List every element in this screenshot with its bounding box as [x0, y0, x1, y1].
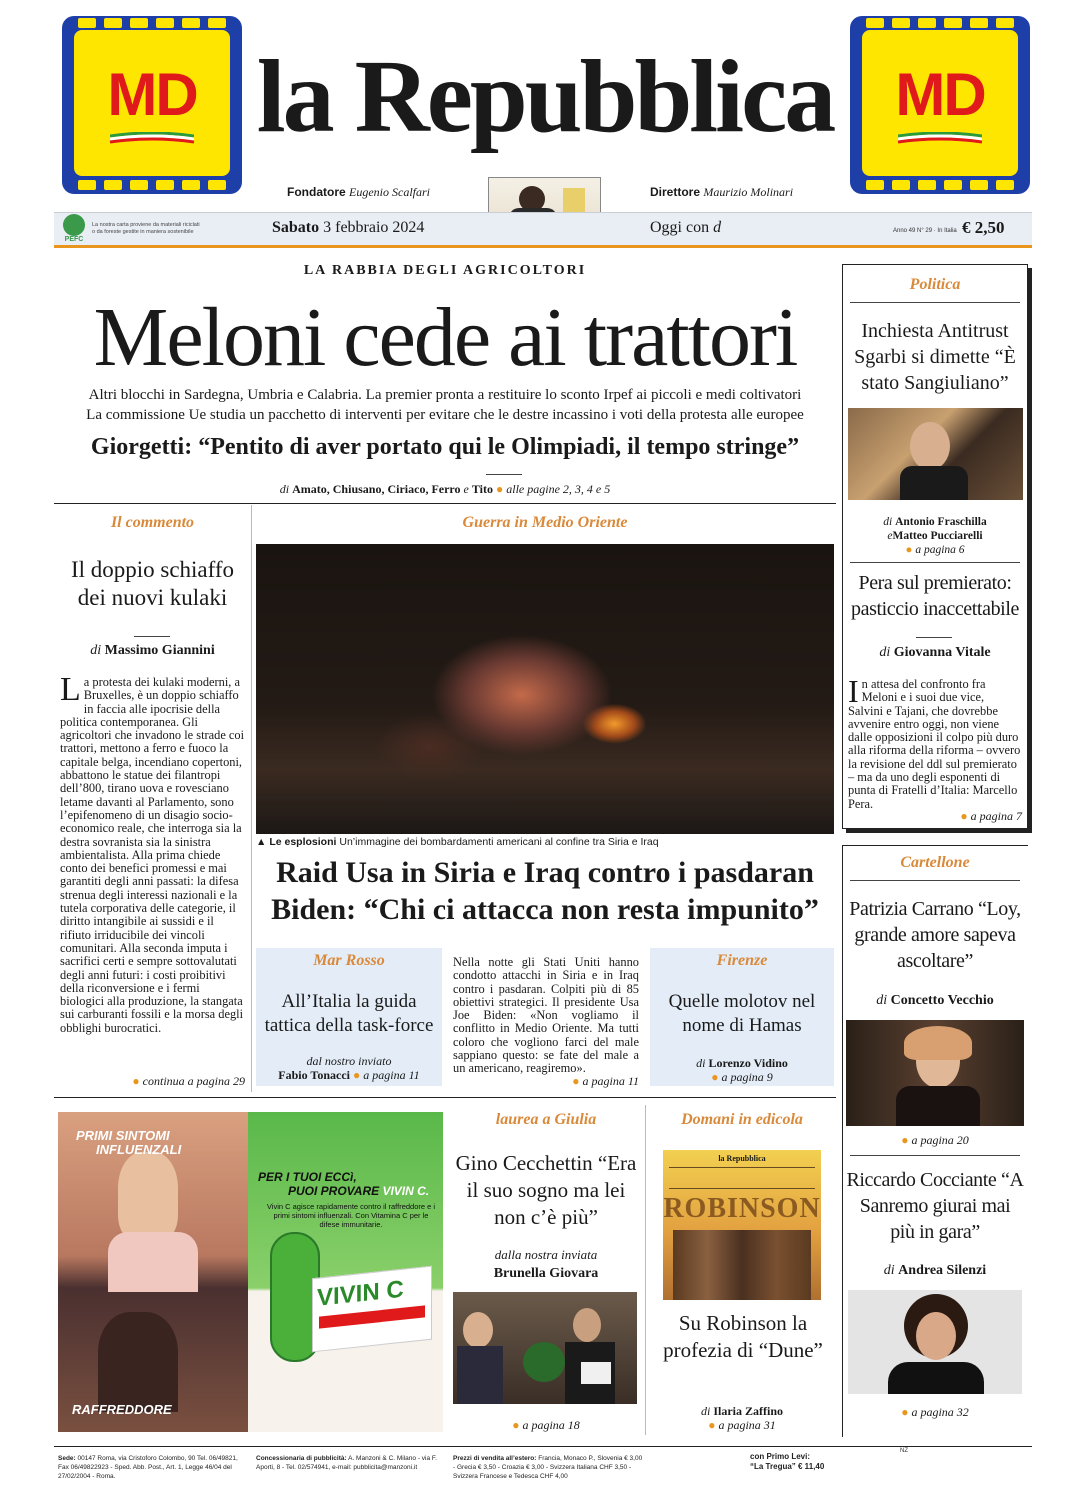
ad-line-4: PUOI PROVARE VIVIN C. — [288, 1184, 430, 1198]
guerra-kicker: Guerra in Medio Oriente — [462, 514, 628, 531]
footer-prezzi: Prezzi di vendita all’estero: Francia, Monaco P., Slovenia € 3,00 - Grecia € 3,50 - Croazia € 3,00 - Svizzera Italiana CHF 3,50 - Svizzera Francese e Tedesca CHF 4,00 — [453, 1455, 643, 1480]
ad-line-1: PRIMI SINTOMI — [76, 1128, 170, 1143]
commento-title[interactable]: Il doppio schiaffo dei nuovi kulaki — [70, 557, 235, 610]
md-ad-left[interactable] — [62, 16, 242, 194]
politica-byline: di Antonio Fraschilla eMatteo Pucciarelli ● a pagina 6 — [883, 516, 987, 556]
robinson-cover-masthead: la Repubblica — [718, 1154, 766, 1163]
lead-subhead: Giorgetti: “Pentito di aver portato qui le Olimpiadi, il tempo stringe” — [90, 434, 800, 460]
domani-kicker: Domani in edicola — [681, 1111, 803, 1128]
director-line: Direttore Maurizio Molinari — [650, 185, 794, 199]
ad-line-3: PER I TUOI ECCì, — [258, 1170, 357, 1184]
cecchettin-title[interactable]: Gino Cecchettin “Era il suo sogno ma lei non c’è più” — [455, 1151, 637, 1229]
carrano-title[interactable]: Patrizia Carrano “Loy, grande amore sapeva ascoltare” — [849, 898, 1021, 972]
md-ad-right[interactable] — [850, 16, 1030, 194]
laurea-kicker: laurea a Giulia — [495, 1111, 597, 1128]
pefc-logo: PEFC — [60, 214, 88, 244]
lead-headline: Meloni cede ai trattori — [93, 291, 797, 384]
footer-primo-levi[interactable]: con Primo Levi: “La Tregua” € 11,40 — [750, 1452, 825, 1471]
carrano-byline: di Concetto Vecchio — [876, 993, 994, 1008]
pera-title[interactable]: Pera sul premierato: pasticcio inaccettabile — [851, 572, 1019, 620]
cecchettin-byline: dalla nostra inviata Brunella Giovara — [493, 1247, 599, 1281]
masthead-title: la Repubblica — [256, 39, 834, 154]
ad-description: Vivin C agisce rapidamente contro il raffreddore e i primi sintomi influenzali. Con Vitamina C per le difese immunitarie. — [266, 1202, 436, 1229]
guerra-pages[interactable]: ● a pagina 11 — [572, 1074, 639, 1088]
commento-continua[interactable]: ● continua a pagina 29 — [132, 1074, 245, 1088]
vivin-c-ad[interactable] — [58, 1112, 443, 1432]
robinson-cover[interactable] — [663, 1150, 821, 1300]
edition-info: Anno 49 N° 29 · In Italia — [893, 228, 957, 234]
issue-date: Sabato 3 febbraio 2024 — [272, 219, 425, 236]
commento-body: La protesta dei kulaki moderni, a Bruxelles, è un doppio schiaffo in faccia alle ipocrisie della politica contemporanea. Gli agricoltori che invadono le strade coi trattori, mettono a ferro e fuoco la capitale belga, incendiano copertoni, abbattono le statue dei filantropi dell’800, tirano uova e rovesciano letame davanti al Parlamento, sono l’epifenomeno di un disagio socio-economico reale, che interroga sia la destra sovranista sia la sinistra ambientalista. Alla prima chiede conto dei benefici promessi e mai garantiti degli anni passati: la difesa strenua degli interessi nazionali e la tutela corporativa delle categorie, il diritto intangibile ai sussidi e il rifiuto irriducibile dei vincoli comunitari. Alla seconda imputa i sacrifici certi e sempre sottovalutati degli anni futuri: i costi proibitivi della riconversione e i fermi biologici alla produzione, la stangata sui carburanti fossili e la morsa degli obblighi burocratici. — [60, 671, 245, 1035]
lead-byline: di Amato, Chiusano, Ciriaco, Ferro e Tito ● alle pagine 2, 3, 4 e 5 — [279, 482, 611, 496]
cocciante-title[interactable]: Riccardo Cocciante “A Sanremo giurai mai più in gara” — [846, 1169, 1024, 1243]
pefc-text: La nostra carta proviene da materiali riciclati o da foreste gestite in maniera sostenibile — [92, 222, 200, 235]
commento-kicker: Il commento — [110, 514, 195, 531]
ad-bottom-text: RAFFREDDORE — [72, 1402, 172, 1417]
pera-byline: di Giovanna Vitale — [879, 645, 991, 660]
politica-kicker: Politica — [909, 276, 961, 293]
lead-kicker: LA RABBIA DEGLI AGRICOLTORI — [303, 263, 587, 278]
pera-body: In attesa del confronto fra Meloni e i suoi due vice, Salvini e Tajani, che dovrebbe avvenire entro oggi, non viene dalle opposizioni il colpo più duro alla riforma della riforma – ovvero la revisione del ddl sul premierato – ma da uno degli esponenti di punta di Fratelli d’Italia: Marcello Pera. — [848, 673, 1021, 811]
robinson-cover-title: ROBINSON — [663, 1193, 821, 1224]
flag-swoosh-icon — [898, 132, 982, 144]
cecchettin-pages[interactable]: ● a pagina 18 — [512, 1418, 580, 1432]
firenze-title: Quelle molotov nel nome di Hamas — [668, 991, 816, 1036]
footer-nz: NZ — [900, 1448, 908, 1454]
robinson-byline: di Ilaria Zaffino ● a pagina 31 — [700, 1404, 783, 1432]
md-logo-text: MD — [895, 61, 985, 128]
robinson-title[interactable]: Su Robinson la profezia di “Dune” — [663, 1311, 823, 1362]
lead-deck-1: Altri blocchi in Sardegna, Umbria e Calabria. La premier pronta a restituire lo sconto Irpef ai piccoli e medi coltivatori — [88, 387, 802, 403]
guerra-headline-1[interactable]: Raid Usa in Siria e Iraq contro i pasdaran — [276, 856, 814, 889]
cecchettin-photo[interactable] — [453, 1292, 637, 1404]
md-logo-text: MD — [107, 61, 197, 128]
sgarbi-photo[interactable] — [848, 408, 1023, 500]
marrosso-byline: dal nostro inviato Fabio Tonacci ● a pagina 11 — [278, 1054, 420, 1082]
footer-sede: Sede: 00147 Roma, via Cristoforo Colombo, 90 Tel. 06/49821, Fax 06/49822923 - Sped. Abb. Post., Art. 1, Legge 46/04 del 27/02/2004 - Roma. — [58, 1455, 238, 1480]
ad-line-2: INFLUENZALI — [96, 1142, 182, 1157]
pera-pages[interactable]: ● a pagina 7 — [960, 809, 1022, 823]
commento-byline: di Massimo Giannini — [90, 643, 215, 658]
carrano-pages[interactable]: ● a pagina 20 — [901, 1133, 969, 1147]
flag-swoosh-icon — [110, 132, 194, 144]
footer-concessionaria: Concessionaria di pubblicità: A. Manzoni & C. Milano - via F. Aporti, 8 - Tel. 02/574941, e-mail: pubblicita@manzoni.it — [256, 1455, 437, 1471]
cocciante-pages[interactable]: ● a pagina 32 — [901, 1405, 969, 1419]
cocciante-byline: di Andrea Silenzi — [883, 1263, 987, 1278]
price: € 2,50 — [962, 218, 1005, 237]
carrano-photo[interactable] — [846, 1020, 1024, 1126]
firenze-byline: di Lorenzo Vidino ● a pagina 9 — [696, 1056, 788, 1084]
marrosso-title: All’Italia la guida tattica della task-force — [264, 991, 434, 1036]
ad-product-box: VIVIN C — [317, 1275, 404, 1312]
cartellone-kicker: Cartellone — [900, 854, 970, 871]
lead-deck-2: La commissione Ue studia un pacchetto di interventi per evitare che le destre incassino i voti della protesta alle europee — [86, 407, 804, 423]
guerra-body: Nella notte gli Stati Uniti hanno condotto attacchi in Siria e in Iraq contro i pasdaran. Colpiti più di 85 obiettivi strategici. Il presidente Usa Joe Biden: «Non vogliamo il conflitto in Medio Oriente. Ma tutti coloro che vogliono farci del male sappiano questo: se fate del male a un americano, reagiremo». — [453, 955, 639, 1076]
founder-line: Fondatore Eugenio Scalfari — [287, 185, 431, 199]
marrosso-kicker: Mar Rosso — [313, 952, 385, 969]
firenze-kicker: Firenze — [716, 952, 768, 969]
photo-caption: ▲ Le esplosioni Un’immagine dei bombardamenti americani al confine tra Siria e Iraq — [256, 836, 659, 848]
cocciante-photo[interactable] — [848, 1290, 1022, 1394]
guerra-headline-2[interactable]: Biden: “Chi ci attacca non resta impunito” — [271, 893, 819, 926]
supplement-line: Oggi con d — [650, 219, 722, 236]
explosion-photo[interactable] — [256, 544, 834, 834]
politica-title[interactable]: Inchiesta Antitrust Sgarbi si dimette “È stato Sangiuliano” — [854, 320, 1016, 394]
